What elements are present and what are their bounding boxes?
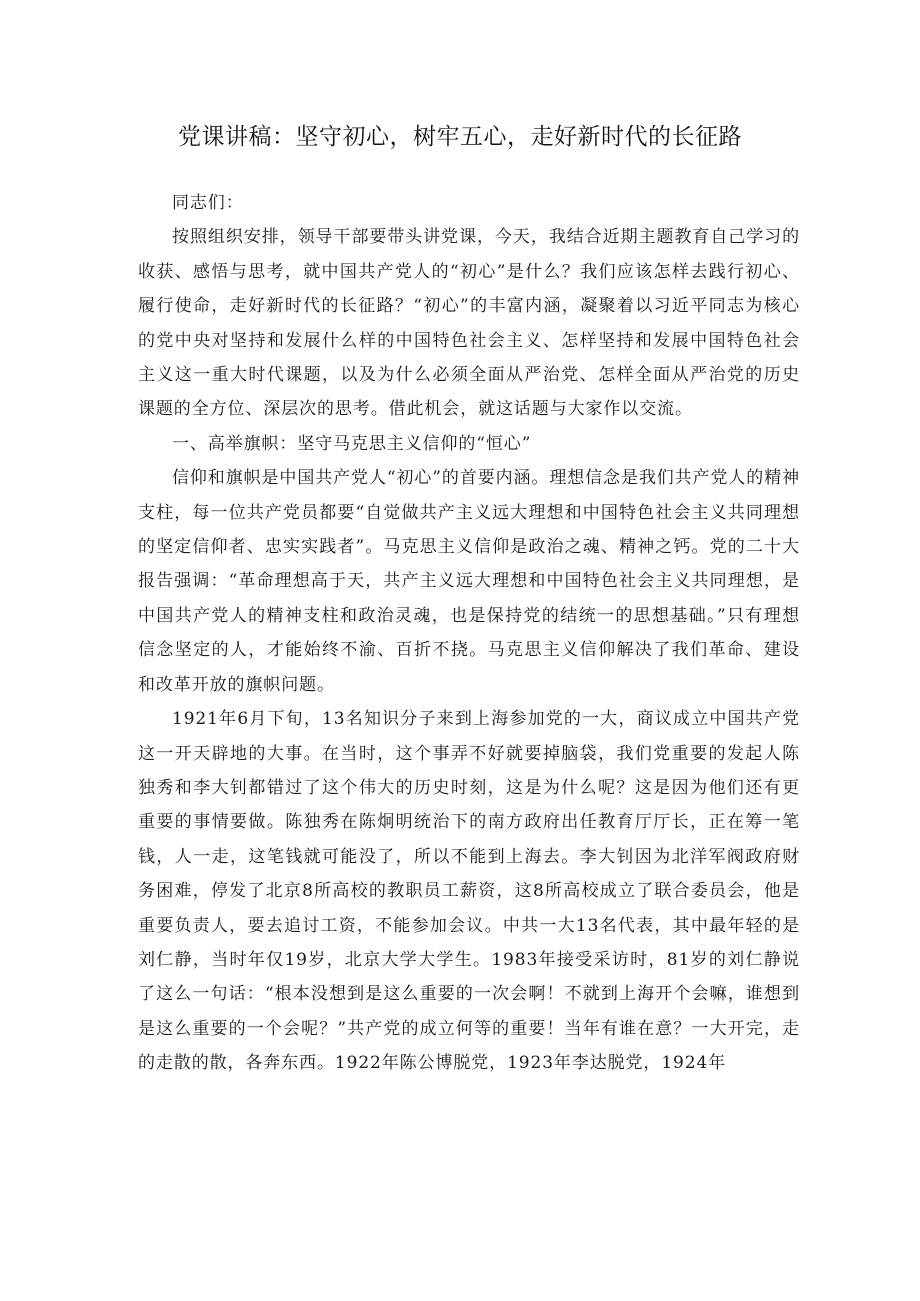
section-heading-1: 一、高举旗帜：坚守马克思主义信仰的“恒心” xyxy=(172,433,532,454)
paragraph-intro: 按照组织安排，领导干部要带头讲党课，今天，我结合近期主题教育自己学习的收获、感悟与思考，就中国共产党人的“初心”是什么？我们应该怎样去践行初心、履行使命，走好新时代的长征路？“初心”的丰富内涵，凝聚着以习近平同志为核心的党中央对坚持和发展什么样的中国特色社会主义、怎样坚持和发展中国特色社会主义这一重大时代课题，以及为什么必须全面从严治党、怎样全面从严治党的历史课题的全方位、深层次的思考。借此机会，就这话题与大家作以交流。 xyxy=(138,227,800,420)
document-body xyxy=(138,186,800,1081)
paragraph-belief: 信仰和旗帜是中国共产党人“初心”的首要内涵。理想信念是我们共产党人的精神支柱，每一位共产党员都要“自觉做共产主义远大理想和中国特色社会主义共同理想的坚定信仰者、忠实实践者”。马克思主义信仰是政治之魂、精神之钙。党的二十大报告强调：“革命理想高于天，共产主义远大理想和中国特色社会主义共同理想，是中国共产党人的精神支柱和政治灵魂，也是保持党的结统一的思想基础。”只有理想信念坚定的人，才能始终不渝、百折不挠。马克思主义信仰解决了我们革命、建设和改革开放的旗帜问题。 xyxy=(138,468,800,695)
document-title: 党课讲稿：坚守初心，树牢五心，走好新时代的长征路 xyxy=(178,124,742,150)
salutation: 同志们： xyxy=(172,193,244,213)
paragraph-history-1921: 1921年6月下旬，13名知识分子来到上海参加党的一大，商议成立中国共产党这一开天辟地的大事。在当时，这个事弄不好就要掉脑袋，我们党重要的发起人陈独秀和李大钊都错过了这个伟大的历史时刻，这是为什么呢？这是因为他们还有更重要的事情要做。陈独秀在陈炯明统治下的南方政府出任教育厅厅长，正在筹一笔钱，人一走，这笔钱就可能没了，所以不能到上海去。李大钊因为北洋军阀政府财务困难，停发了北京8所高校的教职员工薪资，这8所高校成立了联合委员会，他是重要负责人，要去追讨工资，不能参加会议。中共一大13名代表，其中最年轻的是刘仁静，当时年仅19岁，北京大学大学生。1983年接受采访时，81岁的刘仁静说了这么一句话：“根本没想到是这么重要的一次会啊！不就到上海开个会嘛，谁想到是这么重要的一个会呢？”共产党的成立何等的重要！当年有谁在意？一大开完，走的走散的散，各奔东西。1922年陈公博脱党，1923年李达脱党，1924年 xyxy=(138,709,800,1074)
